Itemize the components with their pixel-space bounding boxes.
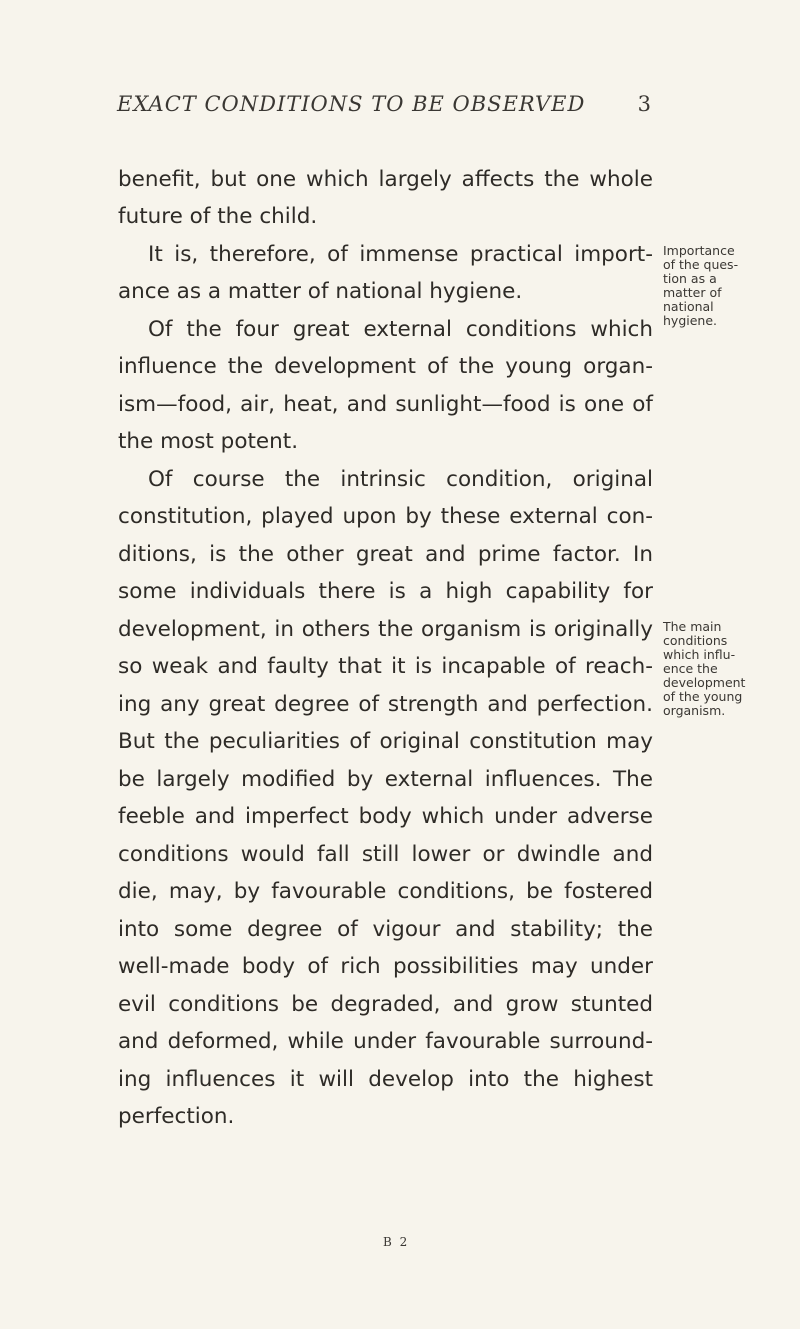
text-line: benefit, but one which largely affects the whole [118,167,653,192]
text-line: ance as a matter of national hygiene. [118,279,523,304]
text-line: But the peculiarities of original constitution may [118,729,653,754]
text-line: ing influences it will develop into the highest [118,1067,653,1092]
signature-mark: B 2 [383,1235,410,1249]
text-line: It is, therefore, of immense practical import- [148,242,653,267]
text-line: so weak and faulty that it is incapable of reach- [118,654,653,679]
sidenote-line: hygiene. [663,313,718,328]
text-line: feeble and imperfect body which under adverse [118,804,653,829]
text-line: constitution, played upon by these external con- [118,504,653,529]
text-line: ism—food, air, heat, and sunlight—food is one of [118,392,653,417]
text-line: future of the child. [118,204,318,229]
text-line: evil conditions be degraded, and grow stunted [118,992,653,1017]
text-line: the most potent. [118,429,299,454]
page-number: 3 [637,92,652,116]
text-line: be largely modified by external influences. The [118,767,653,792]
text-line: perfection. [118,1104,235,1129]
sidenote-line: development [663,675,746,690]
sidenote-line: The main [663,619,722,634]
sidenote-line: conditions [663,633,728,648]
sidenote-line: which influ- [663,647,736,662]
sidenote-line: tion as a [663,271,717,286]
text-line: Of the four great external conditions which [148,317,653,342]
sidenote-line: matter of [663,285,722,300]
text-line: ditions, is the other great and prime factor. In [118,542,653,567]
sidenote-line: organism. [663,703,726,718]
sidenote-line: of the ques- [663,257,739,272]
text-line: ing any great degree of strength and perfection. [118,692,653,717]
sidenote-line: of the young [663,689,743,704]
sidenote-line: national [663,299,714,314]
text-line: development, in others the organism is originally [118,617,653,642]
running-title: EXACT CONDITIONS TO BE OBSERVED [117,92,586,116]
text-line: into some degree of vigour and stability; the [118,917,653,942]
text-line: and deformed, while under favourable surround- [118,1029,653,1054]
sidenote-line: ence the [663,661,718,676]
text-line: Of course the intrinsic condition, original [148,467,653,492]
sidenote-line: Importance [663,243,735,258]
text-line: some individuals there is a high capability for [118,579,653,604]
text-line: die, may, by favourable conditions, be fostered [118,879,653,904]
sidenote-main-conditions [663,620,773,718]
text-line: conditions would fall still lower or dwindle and [118,842,653,867]
text-line: influence the development of the young organ- [118,354,653,379]
text-line: well-made body of rich possibilities may under [118,954,653,979]
sidenote-importance [663,244,773,328]
running-header [117,92,652,116]
